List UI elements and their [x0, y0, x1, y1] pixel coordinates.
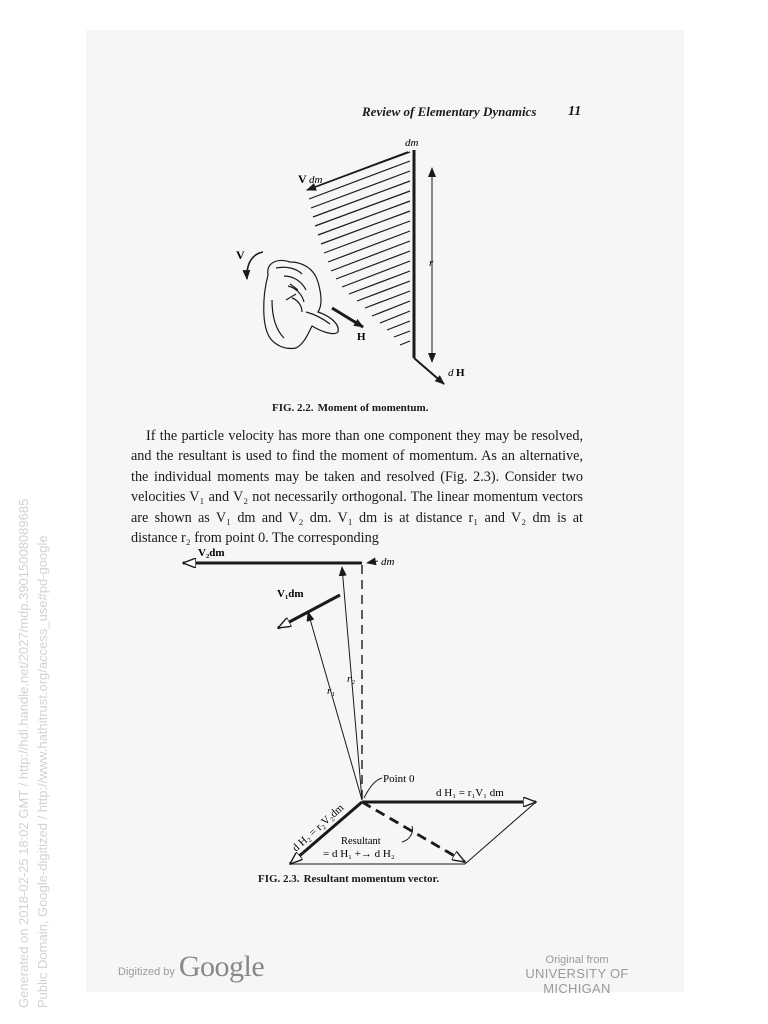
fig1-label-dh-d: d — [448, 367, 454, 379]
fig2-label-dh1: d H₁ = r₁V₁ dm — [436, 787, 504, 799]
fig1-dh-arrow — [414, 358, 444, 384]
google-logo: Google — [178, 950, 265, 983]
provenance-note — [497, 954, 657, 996]
digitized-by-label: Digitized by — [118, 966, 175, 978]
fig1-label-dm: dm — [405, 137, 419, 149]
fig1-label-dh-h: H — [456, 367, 465, 379]
fig1-label-v: V — [236, 248, 245, 262]
figure-2-2-caption-text: Moment of momentum. — [317, 402, 429, 414]
google-digitized-badge — [118, 950, 264, 984]
figure-2-3-resultant-momentum — [183, 561, 536, 864]
figure-2-3-caption — [258, 873, 439, 885]
fig2-label-resultant: Resultant — [341, 836, 381, 847]
fig1-label-vdm-dm: dm — [309, 174, 323, 186]
figure-2-2-caption — [272, 402, 428, 414]
fig2-label-r1: r₁ — [327, 685, 336, 697]
fig1-right-hand-icon — [264, 261, 339, 349]
figure-2-3-number: FIG. 2.3. — [258, 873, 300, 885]
watermark-line-1: Generated on 2018-02-25 18:02 GMT / http://hdl.handle.net/2027/mdp.39015008089685 — [16, 498, 31, 1008]
fig2-label-v1dm: V₁dm — [277, 588, 304, 600]
fig2-label-r2: r₂ — [347, 673, 356, 685]
fig1-label-h: H — [357, 331, 366, 343]
body-paragraph: If the particle velocity has more than one component they may be resolved, and the resultant is used to find the moment of momentum. As an alternative, the individual moments may be taken and resolved (Fig. 2.3). Consider two velocities V₁ and V₂ not necessarily orthogonal. The linear momentum vectors are shown as V₁ dm and V₂ dm. V₁ dm is at distance r₁ and V₂ dm is at distance r₂ from point 0. The corresponding — [131, 428, 583, 547]
figure-2-3-caption-text: Resultant momentum vector. — [303, 873, 440, 885]
figure-2-2-number: FIG. 2.2. — [272, 402, 314, 414]
page-number: 11 — [568, 104, 582, 119]
watermark-line-2: Public Domain, Google-digitized / http://www.hathitrust.org/access_use#pd-google — [35, 535, 50, 1008]
university-name: UNIVERSITY OF MICHIGAN — [525, 966, 629, 996]
fig2-label-dh2: d H₂ = r₂V₂dm — [289, 801, 347, 855]
original-from-label: Original from — [545, 954, 609, 966]
fig1-label-vdm-v: V — [298, 172, 307, 186]
running-title: Review of Elementary Dynamics — [362, 104, 537, 119]
fig1-label-r: r — [429, 257, 434, 269]
fig2-label-resultant-eq: = d H₁ +→ d H₂ — [323, 848, 395, 860]
fig1-rotation-arrow — [247, 252, 263, 279]
fig2-label-point0: Point 0 — [383, 773, 415, 785]
fig2-label-dm: dm — [381, 556, 395, 568]
fig2-label-v2dm: V₂dm — [198, 547, 225, 559]
